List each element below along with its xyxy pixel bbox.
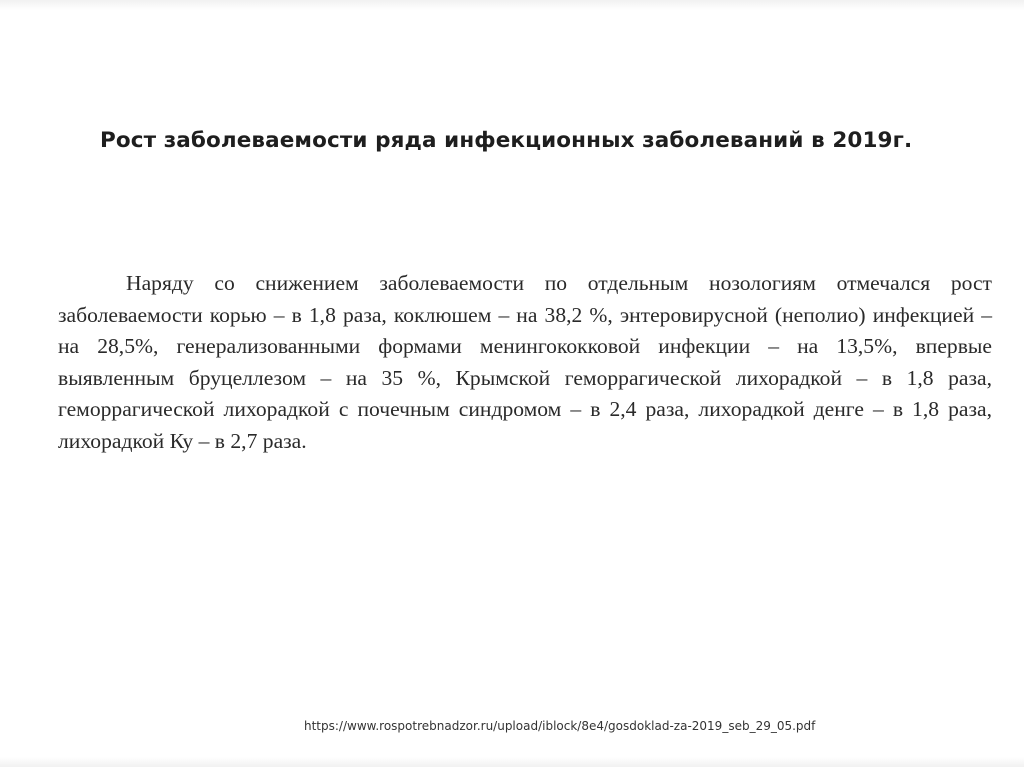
- body-paragraph: Наряду со снижением заболеваемости по отдельным нозологиям отмечался рост заболеваемости корью – в 1,8 раза, коклюшем – на 38,2 %, энтеровирусной (неполио) инфекцией – на 28,5%, генерализованными формами менингококковой инфекции – на 13,5%, впервые выявленным бруцеллезом – на 35 %, Крымской геморрагической лихорадкой – в 1,8 раза, геморрагической лихорадкой с почечным синдромом – в 2,4 раза, лихорадкой денге – в 1,8 раза, лихорадкой Ку – в 2,7 раза.: [58, 271, 992, 453]
- source-url: https://www.rospotrebnadzor.ru/upload/iblock/8e4/gosdoklad-za-2019_seb_29_05.pdf: [304, 719, 816, 733]
- slide-top-edge: [0, 0, 1024, 10]
- slide-title: Рост заболеваемости ряда инфекционных заболеваний в 2019г.: [100, 128, 913, 153]
- slide-bottom-edge: [0, 757, 1024, 767]
